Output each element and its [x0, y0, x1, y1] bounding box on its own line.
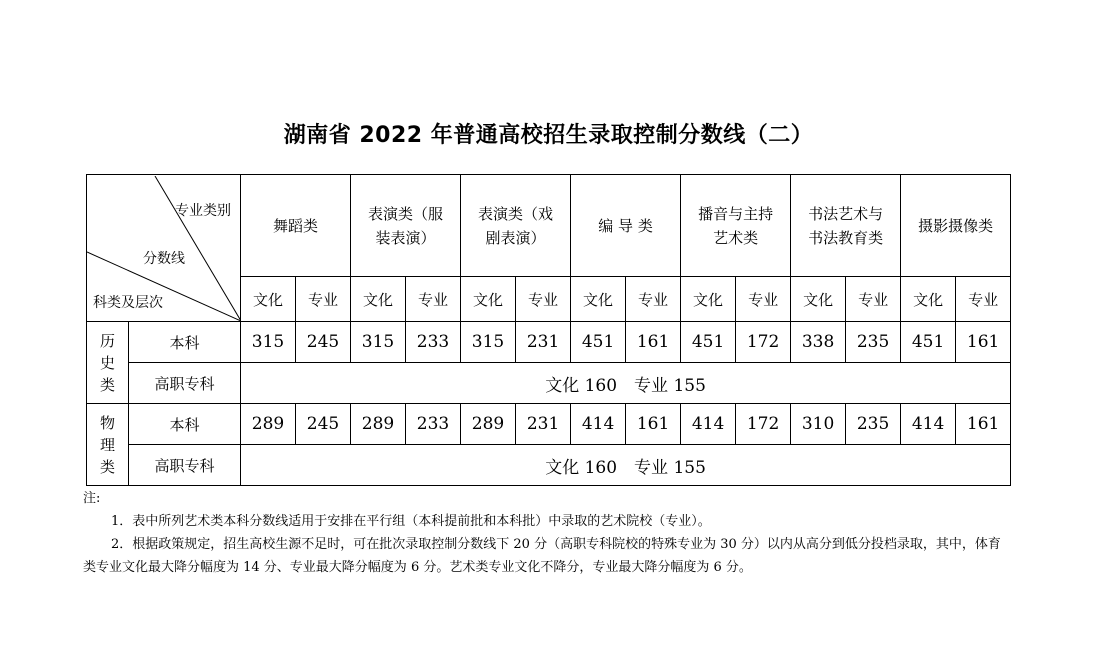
category-header: 舞蹈类: [241, 175, 351, 277]
score-cell: 414: [571, 404, 626, 445]
score-cell: 451: [681, 322, 736, 363]
sub-header-wenhua: 文化: [791, 277, 846, 322]
score-cell: 245: [296, 322, 351, 363]
sub-header-wenhua: 文化: [351, 277, 406, 322]
corner-label-category: 专业类别: [175, 202, 231, 219]
level-label: 高职专科: [129, 445, 241, 486]
category-header: 书法艺术与书法教育类: [791, 175, 901, 277]
table-row: [87, 322, 1011, 363]
sub-header-wenhua: 文化: [241, 277, 296, 322]
level-label: 高职专科: [129, 363, 241, 404]
corner-label-subject: 科类及层次: [93, 294, 163, 311]
category-header: 摄影摄像类: [901, 175, 1011, 277]
sub-header-wenhua: 文化: [901, 277, 956, 322]
category-header: 表演类（服装表演）: [351, 175, 461, 277]
score-cell: 172: [736, 404, 791, 445]
score-cell: 289: [461, 404, 516, 445]
notes-heading: 注:: [83, 491, 101, 506]
page-title: 湖南省 2022 年普通高校招生录取控制分数线（二）: [283, 123, 814, 148]
score-cell: 310: [791, 404, 846, 445]
sub-header-zhuanye: 专业: [296, 277, 351, 322]
score-cell: 161: [956, 404, 1011, 445]
score-cell: 289: [351, 404, 406, 445]
table-row: [87, 363, 1011, 404]
gaozhi-score-cell: 文化 160 专业 155: [241, 445, 1011, 486]
sub-header-zhuanye: 专业: [406, 277, 461, 322]
sub-header-zhuanye: 专业: [846, 277, 901, 322]
score-cell: 231: [516, 404, 571, 445]
score-cell: 289: [241, 404, 296, 445]
score-cell: 414: [681, 404, 736, 445]
score-cell: 451: [901, 322, 956, 363]
sub-header-zhuanye: 专业: [956, 277, 1011, 322]
score-table: [86, 174, 1011, 486]
corner-label-score: 分数线: [143, 250, 185, 267]
sub-header-wenhua: 文化: [461, 277, 516, 322]
category-header: 播音与主持艺术类: [681, 175, 791, 277]
score-cell: 315: [351, 322, 406, 363]
sub-header-zhuanye: 专业: [516, 277, 571, 322]
category-header: 表演类（戏剧表演）: [461, 175, 571, 277]
score-cell: 315: [241, 322, 296, 363]
table-row: [87, 404, 1011, 445]
sub-header-wenhua: 文化: [681, 277, 736, 322]
score-cell: 161: [626, 322, 681, 363]
score-cell: 233: [406, 322, 461, 363]
sub-header-zhuanye: 专业: [626, 277, 681, 322]
score-cell: 161: [956, 322, 1011, 363]
sub-header-zhuanye: 专业: [736, 277, 791, 322]
score-cell: 172: [736, 322, 791, 363]
group-label-history: 历 史 类: [87, 322, 129, 404]
score-cell: 451: [571, 322, 626, 363]
notes-section: [83, 487, 1013, 579]
score-cell: 161: [626, 404, 681, 445]
score-cell: 414: [901, 404, 956, 445]
score-cell: 338: [791, 322, 846, 363]
score-cell: 231: [516, 322, 571, 363]
corner-header-cell: [87, 175, 241, 322]
category-header: 编 导 类: [571, 175, 681, 277]
score-cell: 245: [296, 404, 351, 445]
score-cell: 235: [846, 404, 901, 445]
group-label-physics: 物 理 类: [87, 404, 129, 486]
table-row: [87, 445, 1011, 486]
sub-header-wenhua: 文化: [571, 277, 626, 322]
score-cell: 315: [461, 322, 516, 363]
note-item: 2．根据政策规定，招生高校生源不足时，可在批次录取控制分数线下 20 分（高职专科院校的特殊专业为 30 分）以内从高分到低分投档录取，其中，体育类专业文化最大降分幅度为 14 分、专业最大降分幅度为 6 分。艺术类专业文化不降分，专业最大降分幅度为 6 分。: [83, 537, 1001, 575]
level-label: 本科: [129, 404, 241, 445]
score-cell: 233: [406, 404, 461, 445]
gaozhi-score-cell: 文化 160 专业 155: [241, 363, 1011, 404]
note-item: 1．表中所列艺术类本科分数线适用于安排在平行组（本科提前批和本科批）中录取的艺术院校（专业）。: [111, 514, 711, 529]
level-label: 本科: [129, 322, 241, 363]
score-cell: 235: [846, 322, 901, 363]
